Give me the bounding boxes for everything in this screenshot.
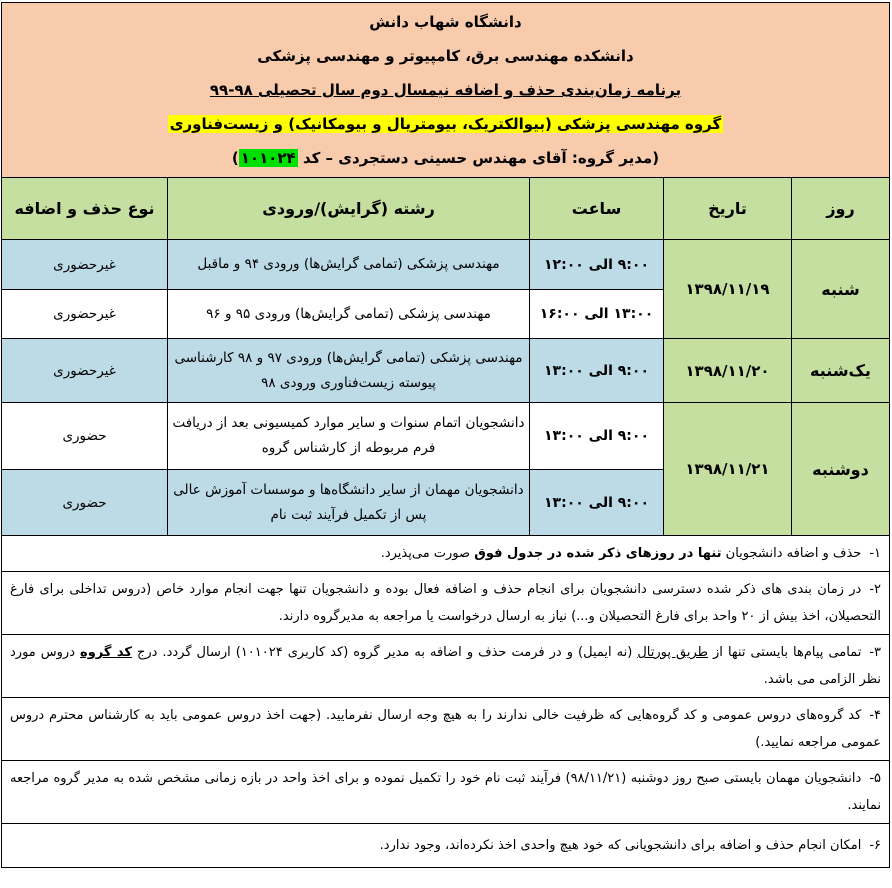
time-cell: ۱۳:۰۰ الی ۱۶:۰۰ [530,290,664,339]
date-cell: ۱۳۹۸/۱۱/۲۰ [664,339,792,403]
program-title [2,73,889,107]
type-cell: حضوری [2,403,168,470]
manager-prefix: (مدیر گروه: آقای مهندس حسینی دستجردی – کد [297,149,660,167]
day-cell: دوشنبه [792,403,890,536]
note-3 [2,635,890,698]
university-name: دانشگاه شهاب دانش [369,13,522,31]
note-number: ۶- [869,838,881,853]
time-cell: ۹:۰۰ الی ۱۲:۰۰ [530,240,664,290]
schedule-table [1,2,890,868]
type-cell: غیرحضوری [2,290,168,339]
date-cell: ۱۳۹۸/۱۱/۱۹ [664,240,792,339]
major-cell: مهندسی پزشکی (تمامی گرایش‌ها) ورودی ۹۴ و ماقبل [168,240,530,290]
faculty-name: دانشکده مهندسی برق، کامپیوتر و مهندسی پزشکی [257,47,634,65]
note-text: حذف و اضافه دانشجویان [721,546,862,561]
note-number: ۲- [869,582,881,597]
col-time: ساعت [530,178,664,240]
table-row [2,403,890,470]
note-1 [2,536,890,572]
group-manager [2,141,889,175]
group-name-text: گروه مهندسی پزشکی (بیوالکتریک، بیومتریال و بیومکانیک) و زیست‌فناوری [169,115,722,133]
document-header [2,3,890,178]
col-major: رشته (گرایش)/ورودی [168,178,530,240]
note-text: دانشجویان مهمان بایستی صبح روز دوشنبه (۹۸/۱۱/۲۱) فرآیند ثبت نام خود را تکمیل نموده و برای اخذ واحد در بازه زمانی مشخص شده به مدیر گروه مراجعه نمایند. [10,771,881,813]
note-row [2,824,890,868]
type-cell: غیرحضوری [2,240,168,290]
note-row [2,536,890,572]
note-emphasis: کد گروه [80,645,132,660]
note-text: امکان انجام حذف و اضافه برای دانشجویانی که خود هیچ واحدی اخذ نکرده‌اند، وجود ندارد. [379,838,862,853]
table-row [2,240,890,290]
col-date: تاریخ [664,178,792,240]
type-cell: حضوری [2,470,168,536]
note-row [2,635,890,698]
table-row [2,339,890,403]
col-day: روز [792,178,890,240]
note-text: در زمان بندی های ذکر شده دسترسی دانشجویان برای انجام حذف و اضافه فعال بوده و دانشجویان تنها جهت انجام موارد خاص (دروس تداخلی برای فارغ التحصیلان، اخذ بیش از ۲۰ واحد برای فارغ التحصیلان و...) نیاز به ارسال درخواست یا مراجعه به مدیرگروه دارند. [10,582,881,624]
group-name [2,107,889,141]
document-page [0,2,892,888]
time-cell: ۹:۰۰ الی ۱۳:۰۰ [530,403,664,470]
type-cell: غیرحضوری [2,339,168,403]
manager-suffix: ) [231,149,239,167]
note-emphasis: تنها در روزهای ذکر شده در جدول فوق [474,546,722,561]
day-cell: یک‌شنبه [792,339,890,403]
note-text: (نه ایمیل) و در فرمت حذف و اضافه به مدیر گروه (کد کاربری ۱۰۱۰۲۴) ارسال گردد. درج [131,645,638,660]
col-type: نوع حذف و اضافه [2,178,168,240]
note-row [2,761,890,824]
note-text: صورت می‌پذیرد. [380,546,475,561]
note-number: ۴- [869,708,881,723]
time-cell: ۹:۰۰ الی ۱۳:۰۰ [530,339,664,403]
note-row [2,572,890,635]
note-6 [2,824,890,868]
major-cell: مهندسی پزشکی (تمامی گرایش‌ها) ورودی ۹۷ و ۹۸ کارشناسی پیوسته زیست‌فناوری ورودی ۹۸ [168,339,530,403]
note-number: ۵- [869,771,881,786]
time-cell: ۹:۰۰ الی ۱۳:۰۰ [530,470,664,536]
column-header-row [2,178,890,240]
major-cell: مهندسی پزشکی (تمامی گرایش‌ها) ورودی ۹۵ و ۹۶ [168,290,530,339]
note-5 [2,761,890,824]
note-4 [2,698,890,761]
day-cell: شنبه [792,240,890,339]
program-title-text: برنامه زمان‌بندی حذف و اضافه نیمسال دوم سال تحصیلی ۹۸-۹۹ [209,81,682,99]
date-cell: ۱۳۹۸/۱۱/۲۱ [664,403,792,536]
note-number: ۳- [869,645,882,660]
note-emphasis: طریق پورتال [637,645,708,660]
note-row [2,698,890,761]
major-cell: دانشجویان مهمان از سایر دانشگاه‌ها و موسسات آموزش عالی پس از تکمیل فرآیند ثبت نام [168,470,530,536]
manager-code: ۱۰۱۰۲۴ [240,149,296,167]
note-text: تمامی پیام‌ها بایستی تنها از [708,645,862,660]
note-number: ۱- [869,546,881,561]
major-cell: دانشجویان اتمام سنوات و سایر موارد کمیسیونی بعد از دریافت فرم مربوطه از کارشناس گروه [168,403,530,470]
note-text: کد گروه‌های دروس عمومی و کد گروه‌هایی که ظرفیت خالی ندارند را به هیچ وجه ارسال نفرمایید. (جهت اخذ دروس عمومی باید به کارشناس محترم دروس عمومی مراجعه نمایید.) [10,708,881,750]
note-2 [2,572,890,635]
note-text: دروس مورد نظر الزامی می باشد. [10,645,881,687]
